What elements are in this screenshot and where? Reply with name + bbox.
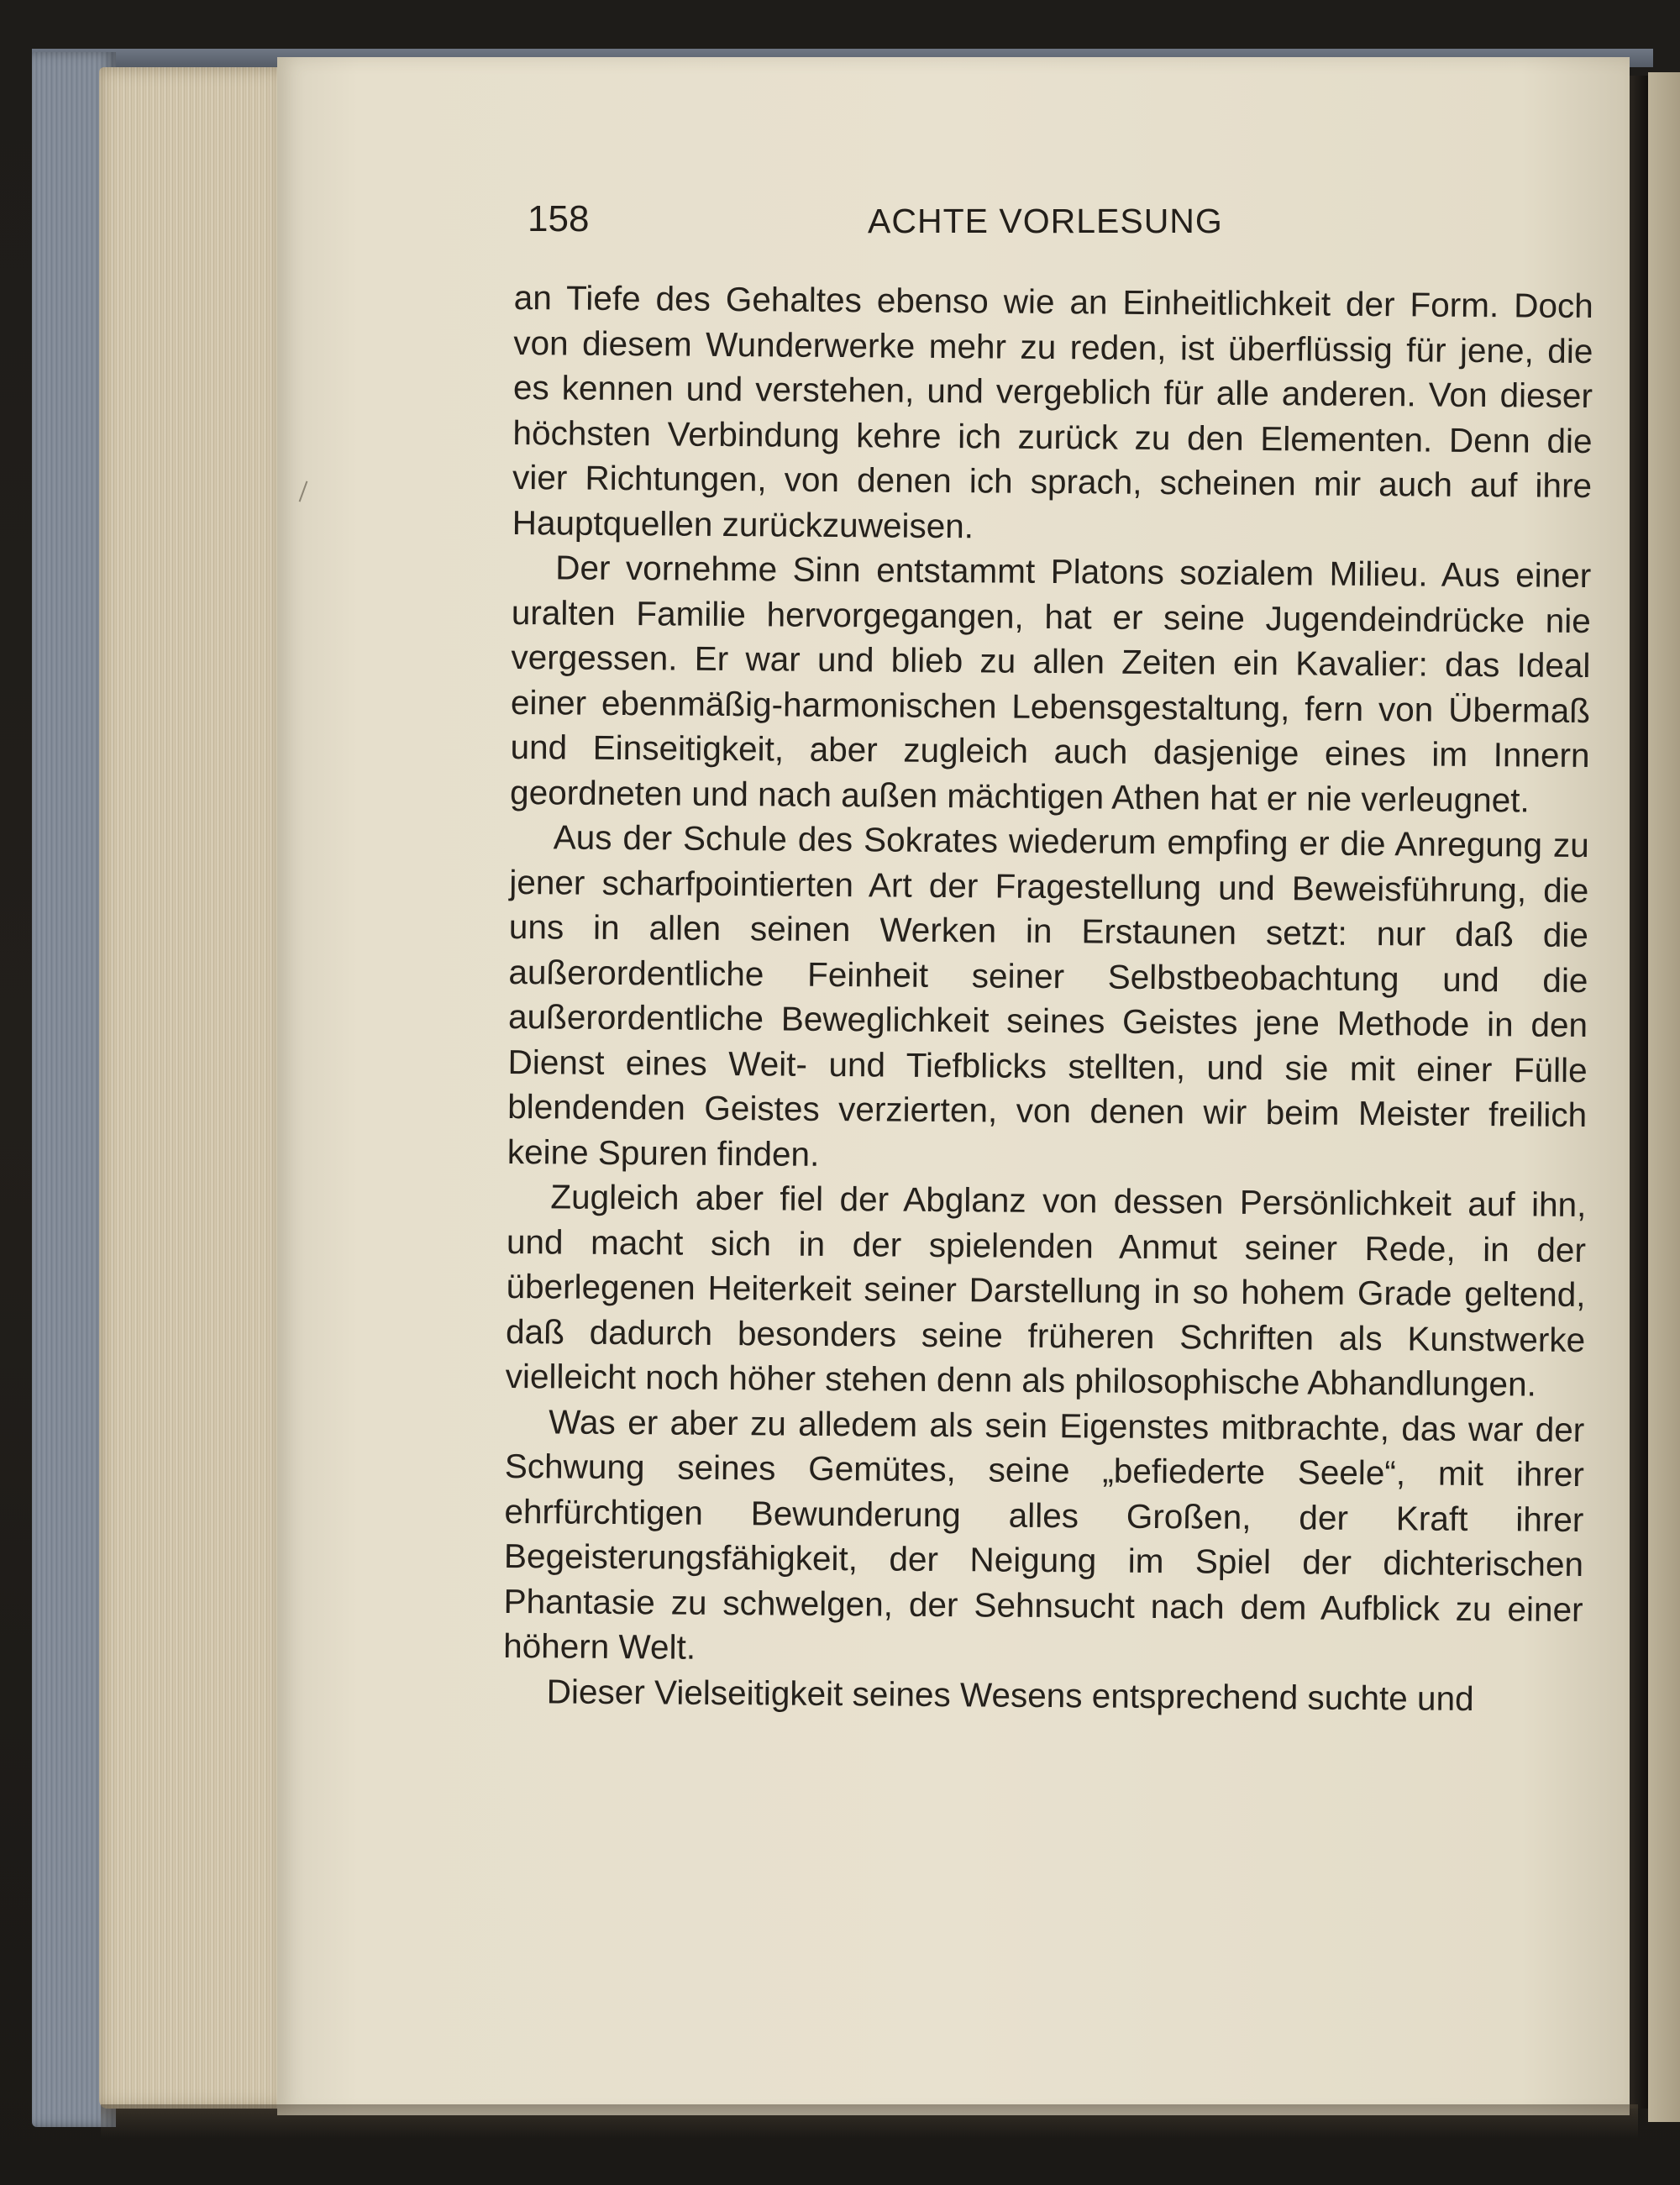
paragraph: Dieser Vielseitigkeit seines Wesens entsprechend suchte und xyxy=(546,1671,1474,1718)
running-head xyxy=(528,198,1284,257)
paragraph: Zugleich aber fiel der Abglanz von dessen Persönlichkeit auf ihn, und macht sich in der spielenden Anmut seiner Rede, in der überlegenen Heiterkeit seiner Darstellung in so hohem Grade geltend, daß dadurch besonders seine früheren Schriften als Kunstwerke vielleicht noch höher stehen denn als philosophische Abhandlungen. xyxy=(505,1177,1587,1404)
facing-page-edge xyxy=(1648,72,1680,2122)
paragraph: an Tiefe des Gehaltes ebenso wie an Einheitlichkeit der Form. Doch von diesem Wunderwerke mehr zu reden, ist überflüssig für jene, die es kennen und verstehen, und vergeblich für alle anderen. Von dieser höchsten Verbindung kehre ich zurück zu den Elementen. Denn die vier Richtungen, von denen ich sprach, scheinen mir auch auf ihre Hauptquellen zurückzuweisen. xyxy=(512,277,1593,545)
paragraph: Was er aber zu alledem als sein Eigenstes mitbrachte, das war der Schwung seines Gemütes, seine „befiederte Seele“, mit ihrer ehrfürchtigen Bewunderung alles Großen, der Kraft ihrer Begeisterungsfähigkeit, der Neigung im Spiel der dichterischen Phantasie zu schwelgen, der Sehnsucht nach dem Aufblick zu einer höhern Welt. xyxy=(503,1401,1585,1667)
book-gutter xyxy=(1630,76,1650,2109)
chapter-title: ACHTE VORLESUNG xyxy=(868,202,1223,240)
paragraph: Aus der Schule des Sokrates wiederum empfing er die Anregung zu jener scharfpointierten Art der Fragestellung und Beweisführung, die uns in allen seinen Werken in Erstaunen setzt: nur daß die außerordentliche Feinheit seiner Selbstbeobachtung und die außerordentliche Beweglichkeit seines Geistes jene Methode in den Dienst eines Weit- und Tiefblicks stellten, und sie mit einer Fülle blendenden Geistes verzierten, von denen wir beim Meister freilich keine Spuren finden. xyxy=(507,817,1589,1174)
page-number: 158 xyxy=(528,198,590,239)
paragraph: Der vornehme Sinn entstammt Platons sozialem Milieu. Aus einer uralten Familie hervorgegangen, hat er seine Jugendeindrücke nie vergessen. Er war und blieb zu allen Zeiten ein Kavalier: das Ideal einer ebenmäßig-harmonischen Lebensgestaltung, fern von Übermaß und Einseitigkeit, aber zugleich auch dasjenige eines im Innern geordneten und nach außen mächtigen Athen hat er nie verleugnet. xyxy=(509,548,1592,820)
page-bottom-shadow xyxy=(101,2104,1638,2138)
body-text xyxy=(503,276,1593,1722)
page-stack-edges xyxy=(99,67,284,2109)
